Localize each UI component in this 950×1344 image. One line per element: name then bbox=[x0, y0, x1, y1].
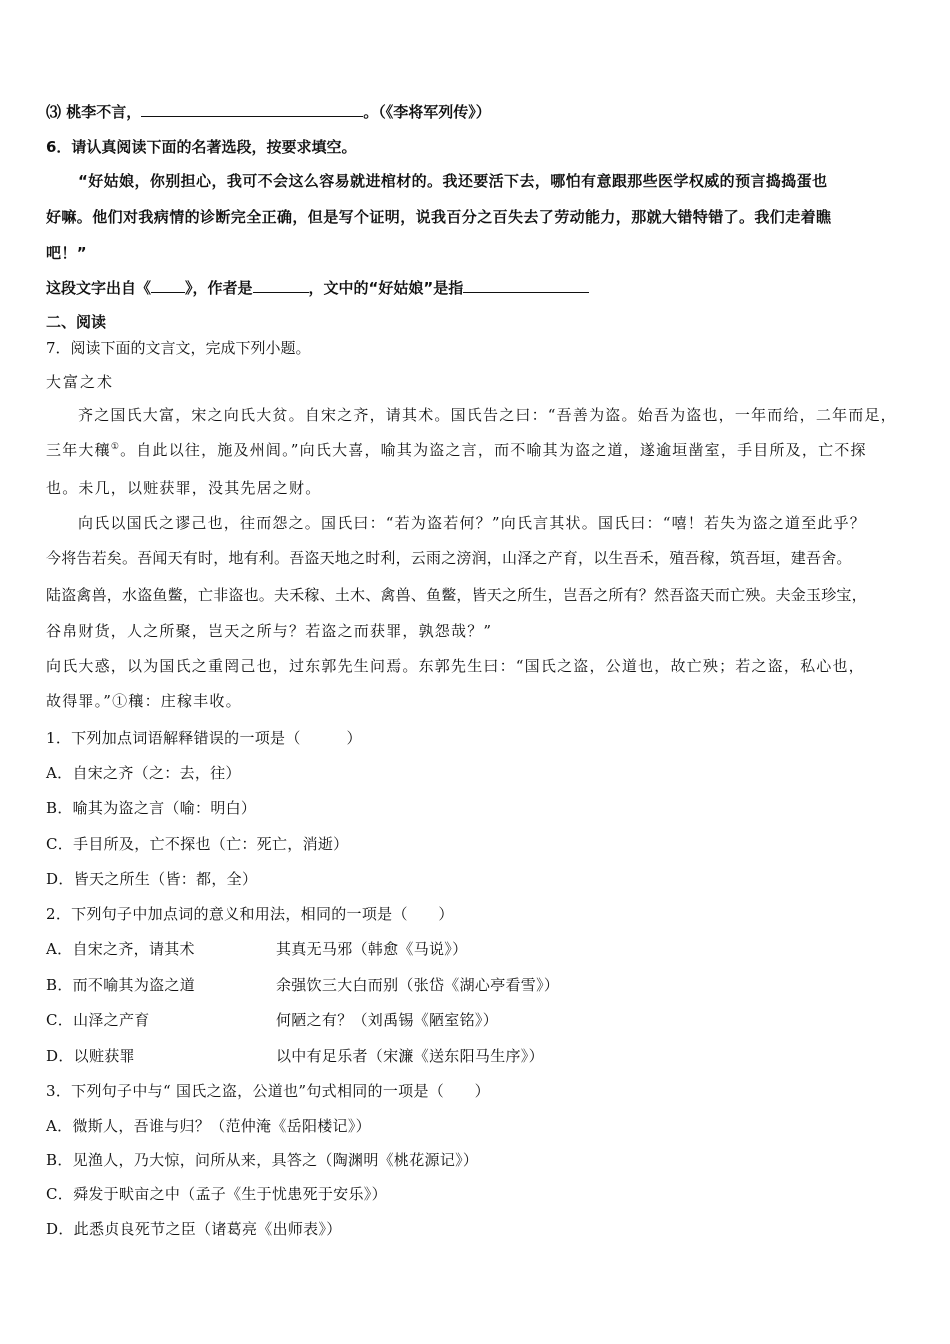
q5-item-3-blank[interactable] bbox=[141, 102, 363, 117]
q6-girl-blank[interactable] bbox=[463, 278, 589, 293]
q6-author-blank[interactable] bbox=[253, 278, 309, 293]
section-heading-reading: 二、阅读 bbox=[46, 313, 107, 331]
option-text: 以赃获罪 bbox=[73, 1047, 135, 1065]
q6-fill-part1: 这段文字出自《 bbox=[46, 279, 152, 297]
passage-line: 齐之国氏大富，宋之向氏大贫。自宋之齐，请其术。国氏告之曰：“吾善为盗。始吾为盗也，一年而给，二年而足， bbox=[78, 406, 897, 424]
option-text: 舜发于畎亩之中（孟子《生于忧患死于安乐》） bbox=[73, 1185, 387, 1203]
q5-item-3-suffix: 。（《李将军列传》） bbox=[363, 103, 491, 121]
option-label: D． bbox=[46, 1220, 74, 1238]
question-3-option-d[interactable] bbox=[46, 1218, 342, 1239]
question-1-option-d[interactable] bbox=[46, 868, 257, 889]
option-text: 微斯人，吾谁与归？（范仲淹《岳阳楼记》） bbox=[72, 1117, 371, 1135]
option-label: D． bbox=[46, 870, 74, 888]
option-text: 而不喻其为盗之道 bbox=[72, 976, 196, 994]
passage-line: 故得罪。”①穰：庄稼丰收。 bbox=[46, 692, 242, 710]
option-text: 皆天之所生（皆：都，全） bbox=[73, 870, 258, 888]
option-label: C． bbox=[46, 1011, 74, 1029]
question-3-stem: 3．下列句子中与“ 国氏之盗，公道也”句式相同的一项是（ ） bbox=[46, 1082, 490, 1100]
option-compare-text: 何陋之有？（刘禹锡《陋室铭》） bbox=[276, 1011, 499, 1029]
q6-fill-part3: ，文中的“好姑娘”是指 bbox=[308, 279, 464, 297]
question-3-option-b[interactable] bbox=[46, 1149, 478, 1170]
question-3-option-a[interactable] bbox=[46, 1115, 371, 1136]
option-compare-text: 以中有足乐者（宋濂《送东阳马生序》） bbox=[276, 1047, 544, 1065]
question-2-stem: 2．下列句子中加点词的意义和用法，相同的一项是（ ） bbox=[46, 905, 454, 923]
passage-text: 。自此以往，施及州闾。”向氏大喜，喻其为盗之言，而不喻其为盗之道，遂逾垣凿室，手目所及，亡不探 bbox=[120, 441, 867, 459]
question-1-option-b[interactable] bbox=[46, 797, 256, 818]
option-label: A． bbox=[46, 1117, 73, 1135]
option-label: A． bbox=[46, 764, 73, 782]
option-label: B． bbox=[46, 1151, 73, 1169]
option-text: 自宋之齐，请其术 bbox=[72, 940, 195, 958]
passage-line: 今将告若矣。吾闻天有时，地有利。吾盗天地之时利，云雨之滂润，山泽之产育，以生吾禾，殖吾稼，筑吾垣，建吾舍。 bbox=[46, 549, 852, 567]
question-1-option-a[interactable] bbox=[46, 762, 241, 783]
q6-quote-line: 吧！” bbox=[46, 244, 88, 262]
option-text: 见渔人，乃大惊，问所从来，具答之（陶渊明《桃花源记》） bbox=[72, 1151, 479, 1169]
option-label: A． bbox=[46, 940, 73, 958]
passage-line bbox=[46, 439, 867, 460]
passage-line: 向氏大惑，以为国氏之重罔己也，过东郭先生问焉。东郭先生曰：“国氏之盗，公道也，故亡殃；若之盗，私心也， bbox=[46, 657, 865, 675]
question-3-option-c[interactable] bbox=[46, 1183, 387, 1204]
passage-line: 向氏以国氏之谬己也，往而怨之。国氏曰：“若为盗若何？”向氏言其状。国氏曰：“嘻！若失为盗之道至此乎？ bbox=[78, 514, 867, 532]
q6-fill-blanks bbox=[46, 277, 589, 298]
option-compare-text: 余强饮三大白而别（张岱《湖心亭看雪》） bbox=[276, 976, 560, 994]
option-text: 山泽之产育 bbox=[73, 1011, 150, 1029]
passage-title: 大富之术 bbox=[46, 373, 115, 391]
q7-instruction: 7．阅读下面的文言文，完成下列小题。 bbox=[46, 339, 311, 357]
option-text: 自宋之齐（之：去，往） bbox=[72, 764, 241, 782]
passage-line: 谷帛财货，人之所聚，岂天之所与？若盗之而获罪，孰怨哉？” bbox=[46, 622, 493, 640]
passage-line: 也。未几，以赃获罪，没其先居之财。 bbox=[46, 479, 322, 497]
passage-line: 陆盗禽兽，水盗鱼鳖，亡非盗也。夫禾稼、土木、禽兽、鱼鳖，皆天之所生，岂吾之所有？然吾盗天而亡殃。夫金玉珍宝， bbox=[46, 586, 867, 604]
question-2-option-a[interactable] bbox=[46, 938, 646, 959]
question-1-stem: 1．下列加点词语解释错误的一项是（ ） bbox=[46, 729, 362, 747]
q6-quote-line: 好嘛。他们对我病情的诊断完全正确，但是写个证明，说我百分之百失去了劳动能力，那就大错特错了。我们走着瞧 bbox=[46, 208, 832, 226]
question-2-option-d[interactable] bbox=[46, 1045, 646, 1066]
option-label: C． bbox=[46, 1185, 74, 1203]
q6-heading: 6．请认真阅读下面的名著选段，按要求填空。 bbox=[46, 138, 357, 156]
option-text: 此悉贞良死节之臣（诸葛亮《出师表》） bbox=[73, 1220, 342, 1238]
q6-fill-part2: 》，作者是 bbox=[185, 279, 253, 297]
question-2-option-b[interactable] bbox=[46, 974, 646, 995]
footnote-mark: ① bbox=[110, 442, 121, 452]
option-compare-text: 其真无马邪（韩愈《马说》） bbox=[276, 940, 468, 958]
question-1-option-c[interactable] bbox=[46, 833, 348, 854]
option-text: 手目所及，亡不探也（亡：死亡，消逝） bbox=[73, 835, 349, 853]
option-label: D． bbox=[46, 1047, 74, 1065]
q6-quote-line: “好姑娘，你别担心，我可不会这么容易就进棺材的。我还要活下去，哪怕有意跟那些医学权威的预言捣捣蛋也 bbox=[78, 172, 828, 190]
option-label: C． bbox=[46, 835, 74, 853]
question-2-option-c[interactable] bbox=[46, 1009, 646, 1030]
option-text: 喻其为盗之言（喻：明白） bbox=[72, 799, 257, 817]
option-label: B． bbox=[46, 976, 73, 994]
passage-text: 三年大穰 bbox=[46, 441, 111, 459]
q5-item-3 bbox=[46, 101, 491, 122]
q5-item-3-prefix: ⑶ 桃李不言， bbox=[46, 103, 142, 121]
q6-book-blank[interactable] bbox=[151, 278, 185, 293]
option-label: B． bbox=[46, 799, 73, 817]
